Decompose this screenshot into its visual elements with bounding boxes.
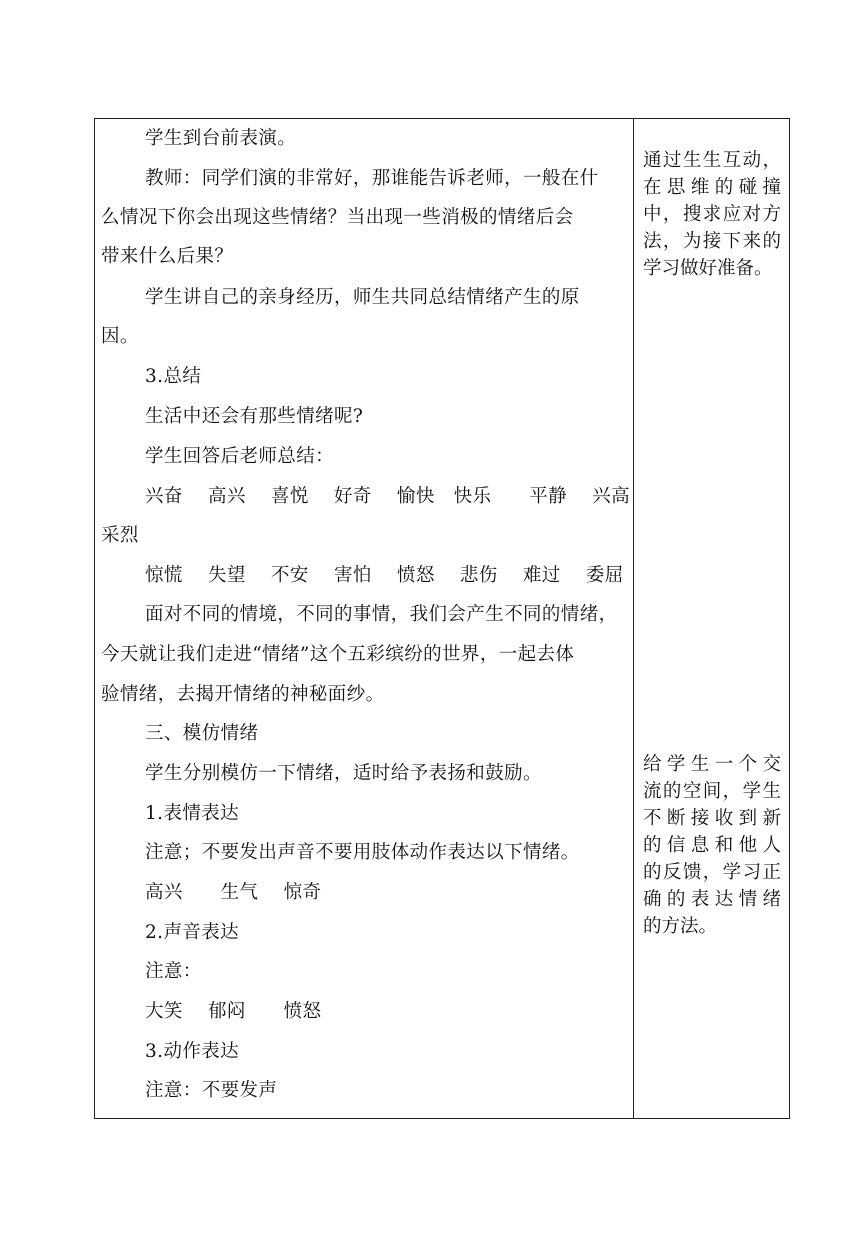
main-line-2: 教师：同学们演的非常好，那谁能告诉老师，一般在什 [145,168,599,189]
main-line-21: 2.声音表达 [145,922,240,943]
side-note-2-line: 的信息和他人 [643,835,781,856]
main-line-18: 1.表情表达 [145,803,240,824]
main-line-20: 高兴 生气 惊奇 [145,882,322,903]
lesson-table [94,118,790,1119]
side-note-1-line: 在思维的碰撞 [643,177,781,198]
main-line-14: 今天就让我们走进“情绪”这个五彩缤纷的世界，一起去体 [101,644,575,665]
main-line-1: 学生到台前表演。 [145,128,297,149]
main-line-5: 学生讲自己的亲身经历，师生共同总结情绪产生的原 [145,287,580,308]
main-line-23: 大笑 郁闷 愤怒 [145,1001,322,1022]
side-note-2-line: 的反馈，学习正 [643,862,781,883]
side-note-2-line: 给学生一个交 [643,754,781,775]
main-line-12: 惊慌 失望 不安 害怕 愤怒 悲伤 难过 委屈 [145,565,624,586]
main-line-22: 注意： [145,961,202,982]
side-note-1-line: 法，为接下来的 [643,231,781,252]
main-line-11: 采烈 [101,525,139,546]
side-note-1-line: 学习做好准备。 [643,258,773,279]
main-line-19: 注意；不要发出声音不要用肢体动作表达以下情绪。 [145,842,580,863]
main-line-3: 么情况下你会出现这些情绪？当出现一些消极的情绪后会 [101,207,574,228]
side-note-2-line: 不断接收到新 [643,808,781,829]
side-note-2-line: 的方法。 [643,916,718,937]
main-line-13: 面对不同的情境，不同的事情，我们会产生不同的情绪， [145,604,618,625]
design-intent-column [635,119,791,1118]
side-note-1-line: 通过生生互动， [643,150,781,171]
main-line-16: 三、模仿情绪 [145,723,259,744]
main-line-24: 3.动作表达 [145,1041,240,1062]
main-line-25: 注意：不要发声 [145,1080,278,1101]
teaching-process-column [95,119,633,1118]
side-note-2-line: 确的表达情绪 [643,889,781,910]
column-divider [633,119,634,1118]
main-line-7: 3.总结 [145,366,202,387]
main-line-4: 带来什么后果？ [101,246,234,267]
main-line-6: 因。 [101,326,139,347]
side-note-2-line: 流的空间，学生 [643,781,781,802]
main-line-8: 生活中还会有那些情绪呢? [145,406,364,427]
main-line-10: 兴奋 高兴 喜悦 好奇 愉快 快乐 平静 兴高 [145,486,631,507]
main-line-9: 学生回答后老师总结： [145,446,335,467]
main-line-15: 验情绪，去揭开情绪的神秘面纱。 [101,684,385,705]
main-line-17: 学生分别模仿一下情绪，适时给予表扬和鼓励。 [145,763,542,784]
side-note-1-line: 中，搜求应对方 [643,204,781,225]
